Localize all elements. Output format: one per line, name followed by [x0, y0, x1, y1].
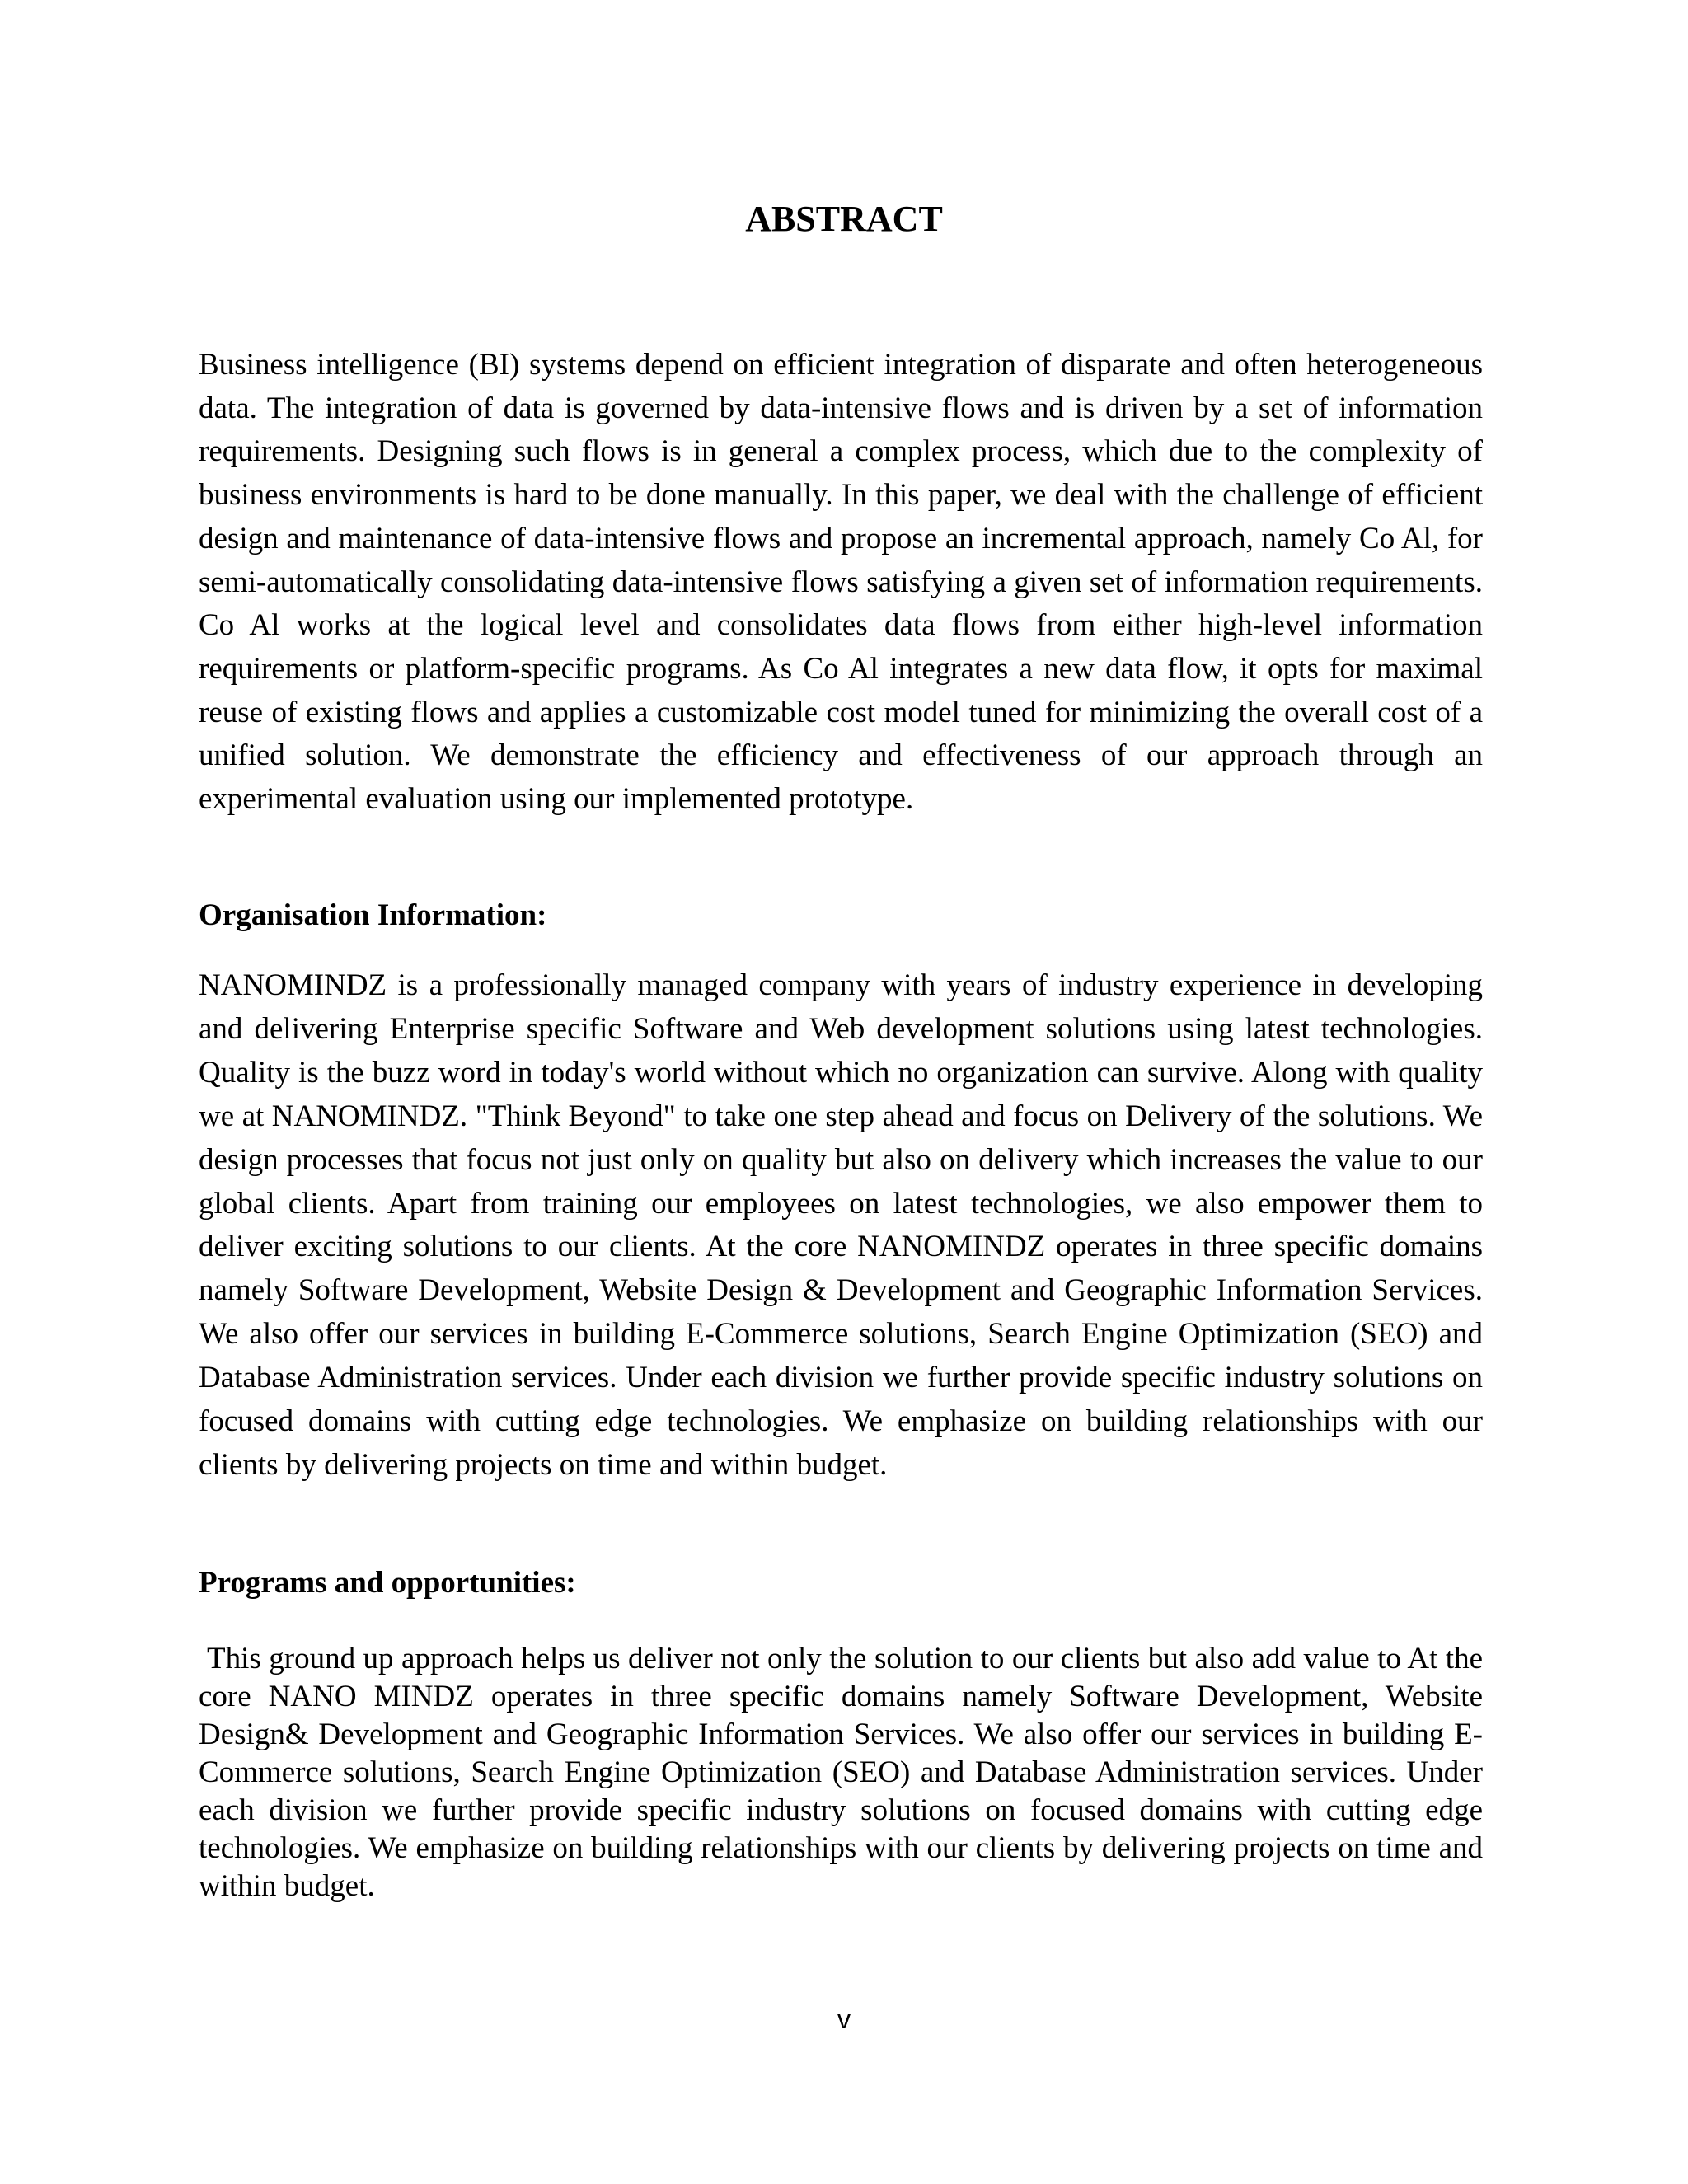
organisation-heading: Organisation Information: [199, 898, 547, 932]
abstract-paragraph: Business intelligence (BI) systems depend on efficient integration of disparate and often heterogeneous data. The integration of data is governed by data-intensive flows and is driven by a set of information requirements. Designing such flows is in general a complex process, which due to the complexity of business environments is hard to be done manually. In this paper, we deal with the challenge of efficient design and maintenance of data-intensive flows and propose an incremental approach, namely Co Al, for semi-automatically consolidating data-intensive flows satisfying a given set of information requirements. Co Al works at the logical level and consolidates data flows from either high-level information requirements or platform-specific programs. As Co Al integrates a new data flow, it opts for maximal reuse of existing flows and applies a customizable cost model tuned for minimizing the overall cost of a unified solution. We demonstrate the efficiency and effectiveness of our approach through an experimental evaluation using our implemented prototype. [199, 348, 1483, 817]
page-number: v [837, 2004, 851, 2034]
organisation-paragraph: NANOMINDZ is a professionally managed company with years of industry experience in developing and delivering Enterprise specific Software and Web development solutions using latest technologies. Quality is the buzz word in today's world without which no organization can survive. Along with quality we at NANOMINDZ. "Think Beyond" to take one step ahead and focus on Delivery of the solutions. We design processes that focus not just only on quality but also on delivery which increases the value to our global clients. Apart from training our employees on latest technologies, we also empower them to deliver exciting solutions to our clients. At the core NANOMINDZ operates in three specific domains namely Software Development, Website Design & Development and Geographic Information Services. We also offer our services in building E-Commerce solutions, Search Engine Optimization (SEO) and Database Administration services. Under each division we further provide specific industry solutions on focused domains with cutting edge technologies. We emphasize on building relationships with our clients by delivering projects on time and within budget. [199, 968, 1483, 1482]
page-title: ABSTRACT [745, 199, 943, 239]
programs-heading: Programs and opportunities: [199, 1566, 576, 1600]
programs-paragraph: This ground up approach helps us deliver not only the solution to our clients but also add value to At the core NANO MINDZ operates in three specific domains namely Software Development, Website Design& Development and Geographic Information Services. We also offer our services in building E-Commerce solutions, Search Engine Optimization (SEO) and Database Administration services. Under each division we further provide specific industry solutions on focused domains with cutting edge technologies. We emphasize on building relationships with our clients by delivering projects on time and within budget. [199, 1642, 1483, 1903]
